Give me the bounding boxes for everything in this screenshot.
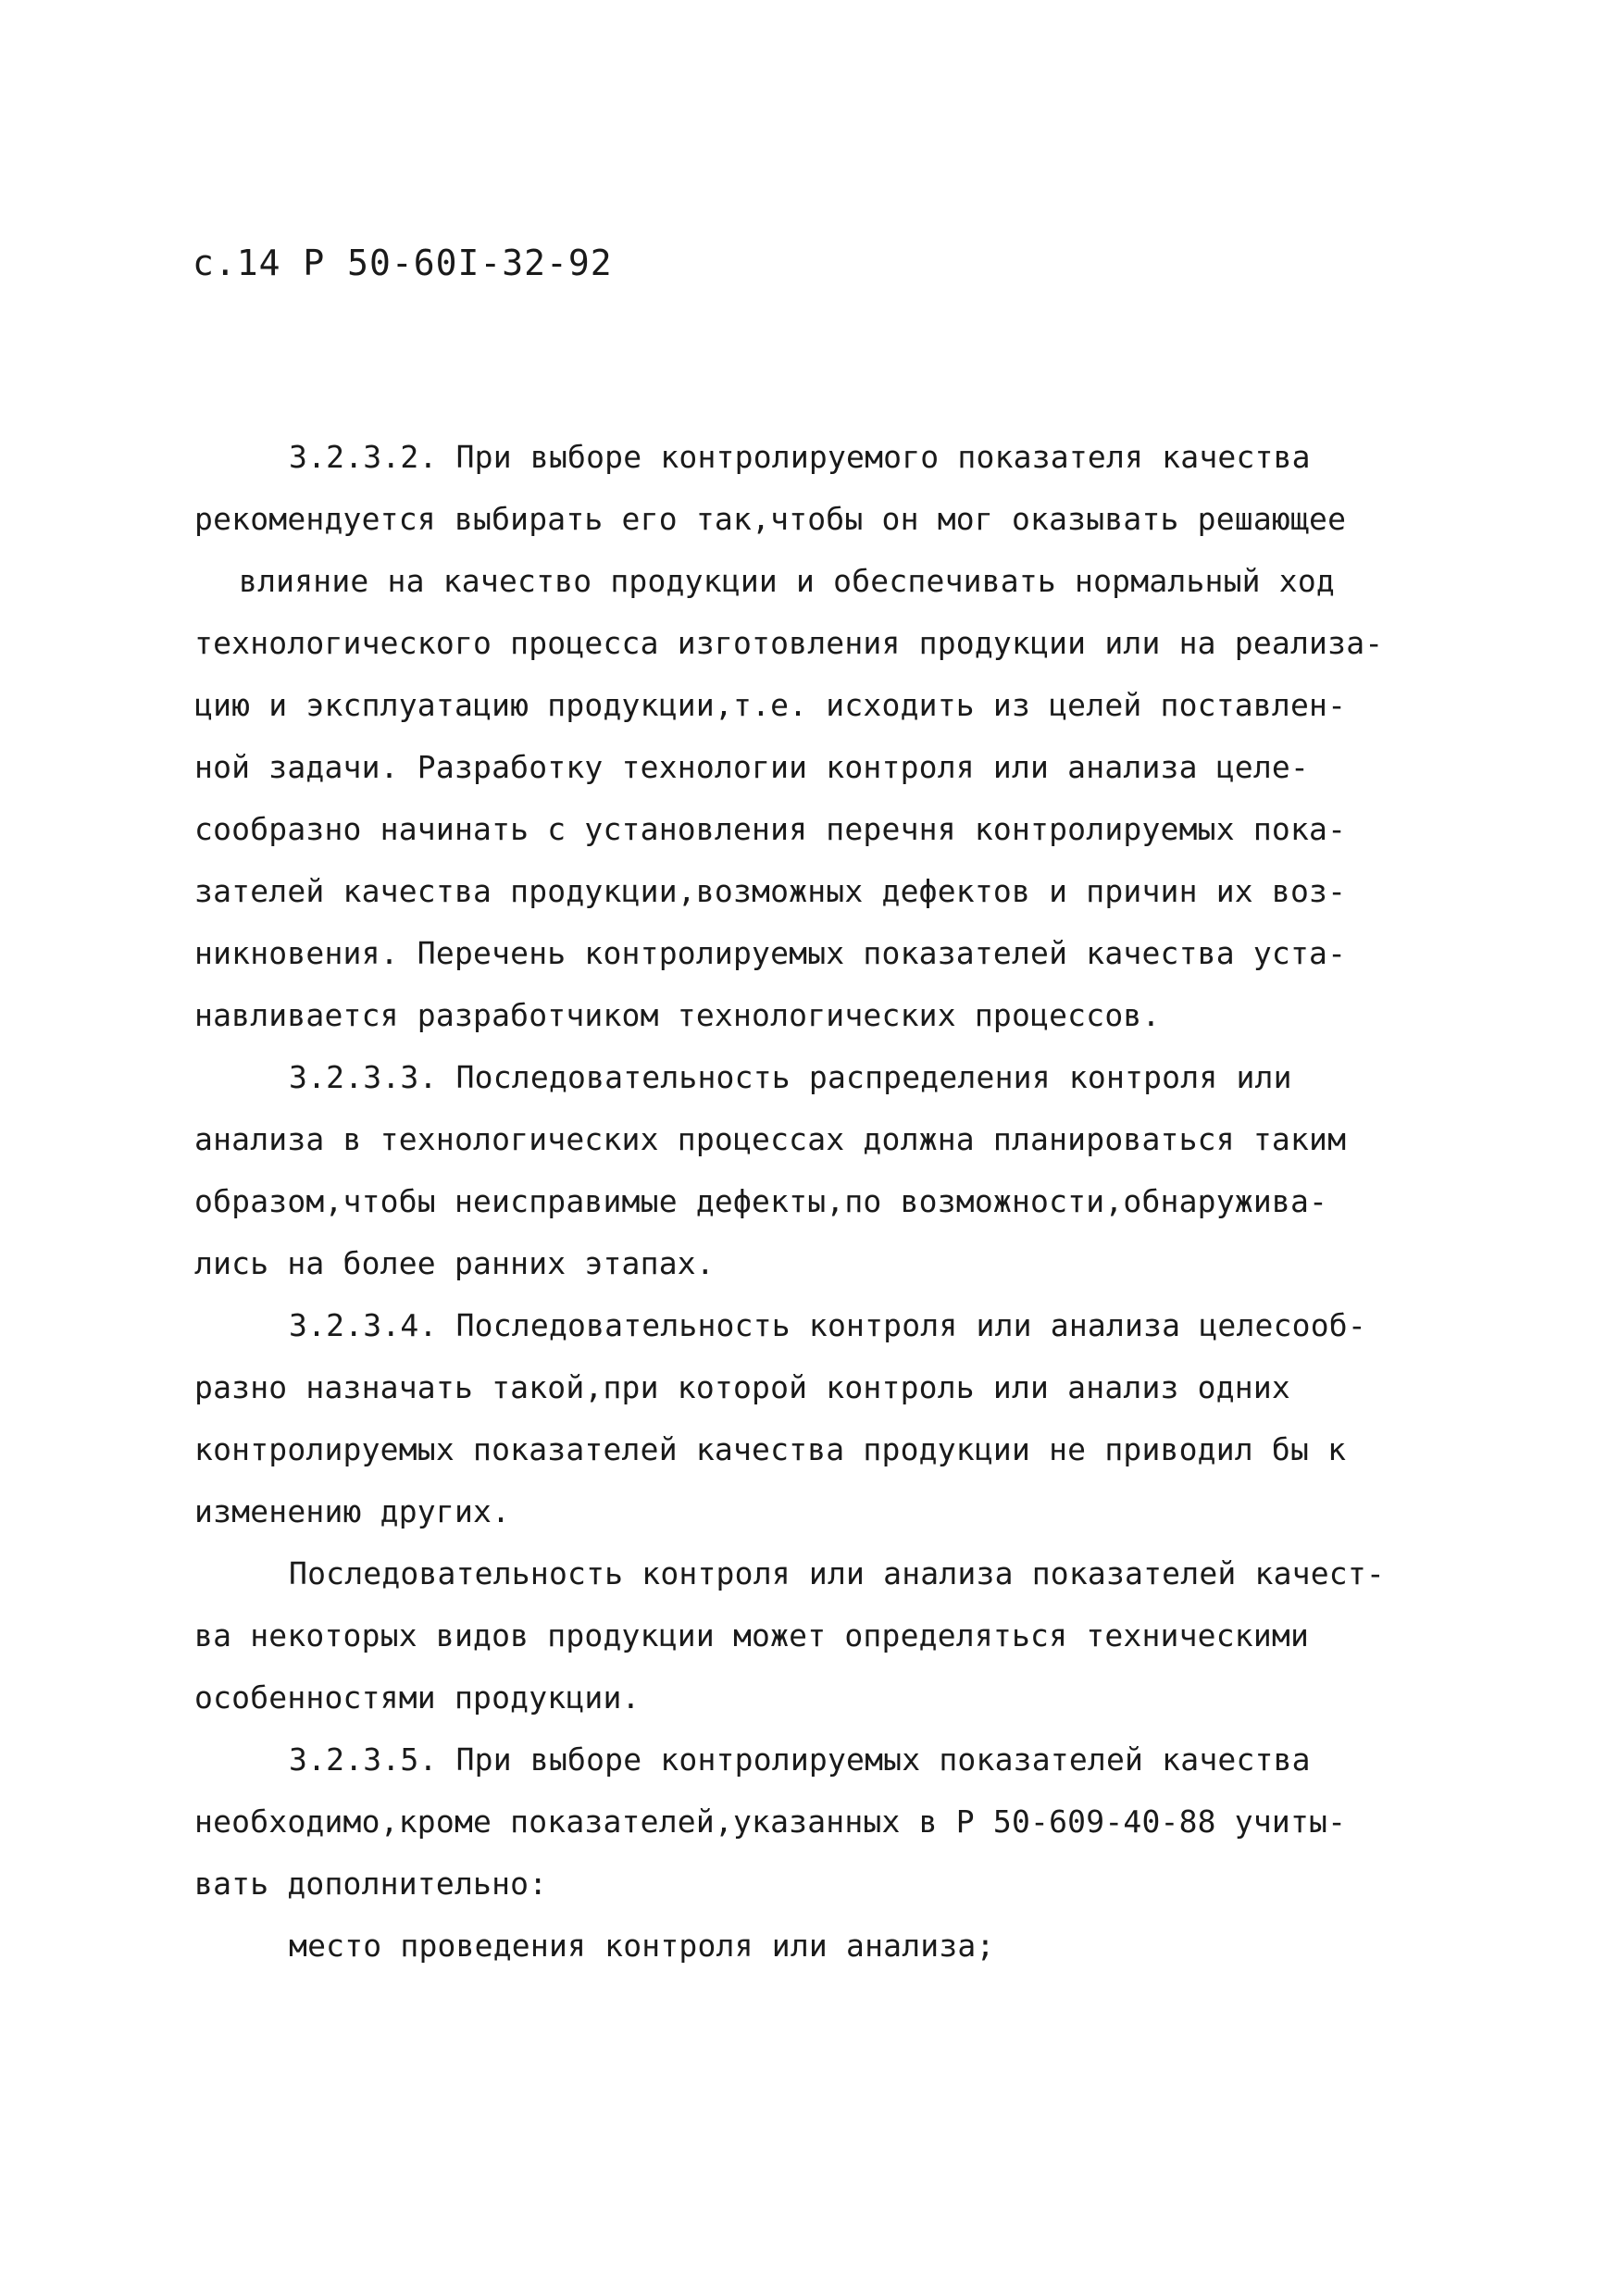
text-line: анализа в технологических процессах должна планироваться таким: [194, 1121, 1347, 1157]
text-line: зателей качества продукции,возможных дефектов и причин их воз-: [194, 873, 1347, 909]
text-line: цию и эксплуатацию продукции,т.е. исходить из целей поставлен-: [194, 687, 1347, 723]
text-line: 3.2.3.2. При выборе контролируемого показателя качества: [289, 439, 1311, 475]
text-line: никновения. Перечень контролируемых показателей качества уста-: [194, 935, 1347, 971]
text-line: навливается разработчиком технологических процессов.: [194, 997, 1161, 1033]
text-line: рекомендуется выбирать его так,чтобы он мог оказывать решающее: [194, 501, 1347, 537]
text-line: 3.2.3.4. Последовательность контроля или анализа целесооб-: [289, 1307, 1366, 1343]
text-line: ной задачи. Разработку технологии контроля или анализа целе-: [194, 749, 1310, 785]
text-line: изменению других.: [194, 1493, 511, 1529]
text-line: Последовательность контроля или анализа показателей качест-: [289, 1555, 1385, 1591]
text-line: технологического процесса изготовления продукции или на реализа-: [194, 625, 1384, 661]
text-line: 3.2.3.5. При выборе контролируемых показателей качества: [289, 1741, 1311, 1778]
page-header: с.14 Р 50-60I-32-92: [193, 243, 613, 283]
text-line: особенностями продукции.: [194, 1679, 641, 1716]
text-line: место проведения контроля или анализа;: [289, 1928, 995, 1964]
text-line: ва некоторых видов продукции может определяться техническими: [194, 1617, 1310, 1653]
text-line: необходимо,кроме показателей,указанных в Р 50-609-40-88 учиты-: [194, 1803, 1347, 1840]
text-line: разно назначать такой,при которой контроль или анализ одних: [194, 1369, 1290, 1405]
text-line: образом,чтобы неисправимые дефекты,по возможности,обнаружива-: [194, 1183, 1328, 1219]
text-line: сообразно начинать с установления перечня контролируемых пока-: [194, 811, 1347, 847]
text-line: влияние на качество продукции и обеспечивать нормальный ход: [239, 563, 1335, 599]
text-line: лись на более ранних этапах.: [194, 1245, 715, 1281]
text-line: 3.2.3.3. Последовательность распределения контроля или: [289, 1059, 1292, 1095]
text-line: контролируемых показателей качества продукции не приводил бы к: [194, 1431, 1347, 1467]
text-line: вать дополнительно:: [194, 1866, 548, 1902]
